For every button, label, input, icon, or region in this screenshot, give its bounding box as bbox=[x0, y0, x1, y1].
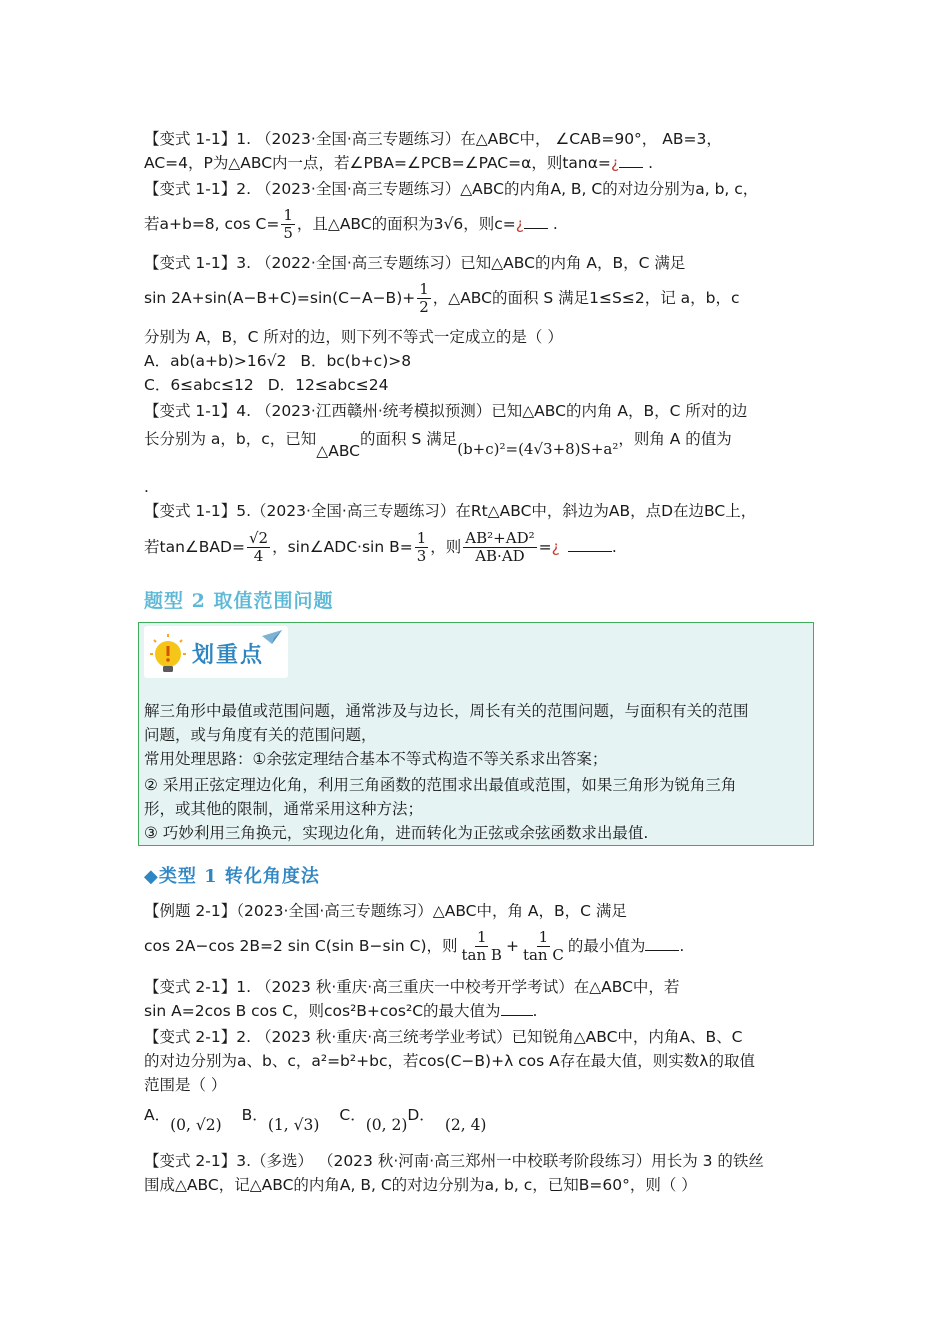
frac-num: 1 bbox=[538, 928, 549, 946]
tip-line-4: ② 采用正弦定理边化角，利用三角函数的范围求出最值或范围，如果三角形为锐角三角 bbox=[144, 776, 737, 794]
variant-2-line-2: 的对边分别为a、b、c，a²=b²+bc，若cos(C−B)+λ cos A存在最大值，则实数λ的取值 bbox=[144, 1052, 755, 1070]
problem-5-text-b: ，sin∠ADC·sin B= bbox=[272, 538, 413, 556]
example-line-1: 【例题 2-1】（2023·全国·高三专题练习）△ABC中，角 A，B，C 满足 bbox=[144, 902, 627, 920]
answer-mark: ¿ bbox=[515, 215, 524, 233]
problem-3-line-1: 【变式 1-1】3. （2022·全国·高三专题练习）已知△ABC的内角 A，B，C 满足 bbox=[144, 254, 686, 272]
option-c-label[interactable]: C． bbox=[339, 1106, 366, 1124]
option-c[interactable]: (0, 2) bbox=[365, 1116, 408, 1134]
variant-3-line-1: 【变式 2-1】3.（多选） （2023 秋·河南·高三郑州一中校联考阶段练习）用长为 3 的铁丝 bbox=[144, 1152, 764, 1170]
frac-num: 1 bbox=[416, 529, 427, 547]
frac-den: 5 bbox=[283, 224, 293, 242]
option-d[interactable]: (2, 4) bbox=[444, 1116, 487, 1134]
answer-blank bbox=[568, 551, 612, 552]
problem-1-line-2 bbox=[144, 152, 653, 174]
frac-den: 2 bbox=[419, 298, 429, 316]
frac-den: 4 bbox=[253, 547, 264, 565]
problem-3-text-b: ，△ABC的面积 S 满足1≤S≤2，记 a，b，c bbox=[432, 289, 740, 307]
fraction-ratio bbox=[463, 530, 536, 565]
problem-2-line-2 bbox=[144, 206, 558, 242]
fraction-1-tanc bbox=[521, 929, 566, 964]
answer-blank bbox=[619, 167, 643, 168]
frac-den: tan C bbox=[522, 946, 564, 964]
problem-3-line-3: 分别为 A，B，C 所对的边，则下列不等式一定成立的是（ ） bbox=[144, 328, 563, 346]
problem-5-text-c: ，则 bbox=[430, 538, 462, 556]
fraction-1-3 bbox=[415, 530, 429, 565]
frac-num: 1 bbox=[476, 928, 487, 946]
period: . bbox=[611, 538, 617, 556]
problem-4-text-b: 的面积 S 满足 bbox=[360, 430, 458, 448]
option-a-label[interactable]: A． bbox=[144, 1106, 171, 1124]
problem-3-text-a: sin 2A+sin(A−B+C)=sin(C−A−B)+ bbox=[144, 289, 416, 307]
frac-num: 1 bbox=[283, 206, 293, 224]
period: . bbox=[643, 154, 654, 172]
problem-5-text-a: 若tan∠BAD= bbox=[144, 538, 245, 556]
problem-5-line-1: 【变式 1-1】5.（2023·全国·高三专题练习）在Rt△ABC中，斜边为AB，点D在边BC上， bbox=[144, 502, 757, 520]
frac-num: √2 bbox=[248, 529, 269, 547]
variant-2-line-1: 【变式 2-1】2. （2023 秋·重庆·高三统考学业考试）已知锐角△ABC中，内角A、B、C bbox=[144, 1028, 743, 1046]
option-c[interactable]: C．6≤abc≤12 bbox=[144, 376, 254, 394]
option-d-label[interactable]: D． bbox=[407, 1106, 435, 1124]
problem-4-line-1: 【变式 1-1】4. （2023·江西赣州·统考模拟预测）已知△ABC的内角 A，B，C 所对的边 bbox=[144, 402, 748, 420]
frac-num: 1 bbox=[419, 280, 429, 298]
variant-2-options bbox=[144, 1100, 487, 1134]
problem-4-line-2 bbox=[144, 424, 732, 460]
frac-den: AB·AD bbox=[475, 547, 525, 565]
plus: + bbox=[505, 937, 519, 955]
problem-2-line-1: 【变式 1-1】2. （2023·全国·高三专题练习）△ABC的内角A, B, C的对边分别为a, b, c， bbox=[144, 180, 759, 198]
problem-3-options-cd bbox=[144, 374, 388, 396]
problem-2-text-a: 若a+b=8, cos C= bbox=[144, 215, 280, 233]
variant-1-line-1: 【变式 2-1】1. （2023 秋·重庆·高三重庆一中校考开学考试）在△ABC中，若 bbox=[144, 978, 680, 996]
frac-den: tan B bbox=[461, 946, 502, 964]
key-points-banner bbox=[144, 626, 288, 678]
period: . bbox=[532, 1002, 538, 1020]
area-formula: (b+c)²=(4√3+8)S+a² bbox=[457, 440, 619, 458]
example-text-a: cos 2A−cos 2B=2 sin C(sin B−sin C)，则 bbox=[144, 937, 458, 955]
option-d[interactable]: D．12≤abc≤24 bbox=[267, 376, 389, 394]
variant-1-text: sin A=2cos B cos C，则cos²B+cos²C的最大值为 bbox=[144, 1002, 501, 1020]
tip-line-2: 问题，或与角度有关的范围问题， bbox=[144, 726, 377, 744]
fraction-sqrt2-4 bbox=[247, 530, 270, 565]
problem-2-text-b: ，且△ABC的面积为3√6，则c= bbox=[296, 215, 516, 233]
tip-line-5: 形，或其他的限制，通常采用这种方法； bbox=[144, 800, 424, 818]
tip-line-1: 解三角形中最值或范围问题，通常涉及与边长，周长有关的范围问题，与面积有关的范围 bbox=[144, 702, 749, 720]
option-b-label[interactable]: B． bbox=[241, 1106, 268, 1124]
problem-1-text: AC=4，P为△ABC内一点，若∠PBA=∠PCB=∠PAC=α，则tanα= bbox=[144, 154, 611, 172]
period: . bbox=[679, 937, 685, 955]
key-points-label: 划重点 bbox=[192, 643, 265, 668]
problem-4-text-a: 长分别为 a，b，c，已知 bbox=[144, 430, 317, 448]
section-title: 题型 2 取值范围问题 bbox=[144, 590, 334, 612]
problem-3-line-2 bbox=[144, 280, 740, 316]
triangle-abc: △ABC bbox=[316, 442, 361, 460]
variant-1-line-2 bbox=[144, 1000, 537, 1022]
variant-2-line-3: 范围是（ ） bbox=[144, 1076, 227, 1094]
option-b[interactable]: B．bc(b+c)>8 bbox=[300, 352, 412, 370]
example-text-b: 的最小值为 bbox=[567, 937, 646, 955]
tip-line-3: 常用处理思路：①余弦定理结合基本不等式构造不等关系求出答案； bbox=[144, 750, 608, 768]
answer-blank bbox=[645, 950, 679, 951]
period: . bbox=[547, 215, 558, 233]
answer-mark: ¿ bbox=[551, 538, 560, 556]
problem-4-line-3: . bbox=[144, 478, 149, 496]
fraction-1-2 bbox=[417, 281, 431, 316]
type-title: ◆类型 1 转化角度法 bbox=[144, 866, 320, 887]
answer-mark: ¿ bbox=[610, 154, 620, 172]
variant-3-line-2: 围成△ABC，记△ABC的内角A, B, C的对边分别为a, b, c，已知B=60°，则（ ） bbox=[144, 1176, 697, 1194]
example-line-2 bbox=[144, 926, 684, 966]
equals: = bbox=[538, 538, 552, 556]
problem-1-line-1: 【变式 1-1】1. （2023·全国·高三专题练习）在△ABC中， ∠CAB=90°， AB=3， bbox=[144, 130, 722, 148]
tip-line-6: ③ 巧妙利用三角换元，实现边化角，进而转化为正弦或余弦函数求出最值. bbox=[144, 824, 649, 842]
answer-blank bbox=[524, 228, 548, 229]
fraction-1-tanb bbox=[460, 929, 504, 964]
problem-4-text-c: ，则角 A 的值为 bbox=[618, 430, 732, 448]
frac-den: 3 bbox=[416, 547, 427, 565]
option-b[interactable]: (1, √3) bbox=[267, 1116, 320, 1134]
option-a[interactable]: (0, √2) bbox=[170, 1116, 222, 1134]
frac-num: AB²+AD² bbox=[465, 529, 535, 547]
answer-blank bbox=[501, 1015, 533, 1016]
problem-3-options-ab bbox=[144, 350, 411, 372]
option-a[interactable]: A．ab(a+b)>16√2 bbox=[144, 352, 287, 370]
problem-5-line-2 bbox=[144, 526, 617, 568]
fraction-1-5 bbox=[281, 207, 295, 242]
